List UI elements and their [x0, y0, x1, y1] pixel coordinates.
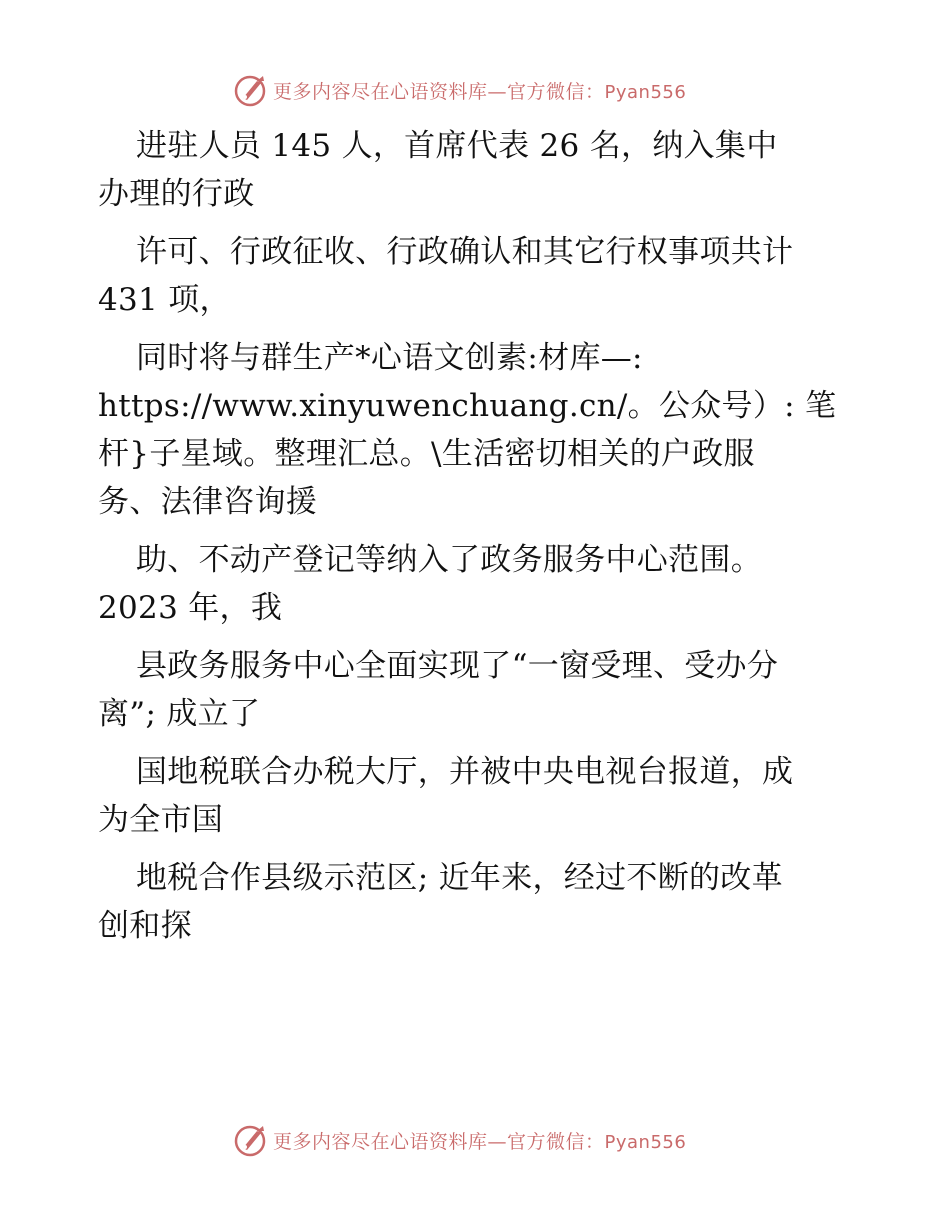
text-line: 离”; 成立了	[98, 696, 261, 732]
header-watermark	[0, 70, 950, 110]
watermark-text: 更多内容尽在心语资料库—官方微信：Pyan556	[273, 1130, 687, 1153]
text-line: 县政务服务中心全面实现了“一窗受理、受办分	[136, 648, 779, 684]
text-line: 杆}子星域。整理汇总。\生活密切相关的户政服	[98, 436, 755, 472]
text-line: 431 项，	[98, 282, 231, 318]
text-line: 创和探	[98, 908, 192, 944]
quill-logo-icon	[233, 72, 269, 108]
text-line: 进驻人员 145 人，首席代表 26 名，纳入集中	[136, 128, 778, 164]
watermark-text: 更多内容尽在心语资料库—官方微信：Pyan556	[273, 80, 687, 103]
text-line: 助、不动产登记等纳入了政务服务中心范围。	[136, 542, 762, 578]
text-line: 务、法律咨询援	[98, 484, 318, 520]
footer-watermark	[0, 1120, 950, 1160]
text-line: https://www.xinyuwenchuang.cn/。公众号）: 笔	[98, 388, 837, 424]
text-line: 2023 年，我	[98, 590, 283, 626]
text-line: 同时将与群生产*心语文创素:材库—:	[136, 340, 643, 376]
quill-logo-icon	[233, 1122, 269, 1158]
document-body	[98, 122, 858, 950]
text-line: 为全市国	[98, 802, 224, 838]
text-line: 国地税联合办税大厅，并被中央电视台报道，成	[136, 754, 794, 790]
text-line: 许可、行政征收、行政确认和其它行权事项共计	[136, 234, 794, 270]
text-line: 地税合作县级示范区; 近年来，经过不断的改革	[136, 860, 783, 896]
text-line: 办理的行政	[98, 176, 255, 212]
